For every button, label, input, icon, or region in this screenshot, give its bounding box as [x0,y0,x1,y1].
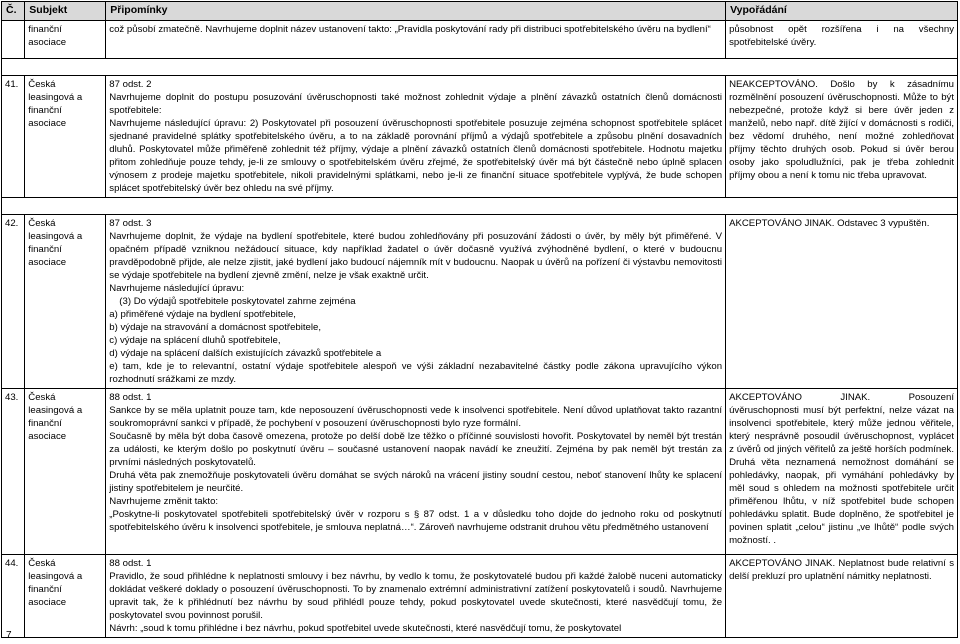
comment-paragraph: Navrhujeme doplnit, že výdaje na bydlení spotřebitele, které budou zohledňovány při posuzování žádosti o úvěr, by měly být přiměřené. V opačném případě vzniknou nežádoucí situace, kdy například žadatel o úvěr dočasně využívá zvýhodněné bydlení, o které v budoucnu pravděpodobně přijde, ale nelze zjistit, jaké bydlení jako budoucí nájemník mít v budoucnu. Naopak u úvěrů na pořízení či výstavbu nemovitosti se výdaje spotřebitele na bydlení zjevně změní, nelze je však exaktně určit. [109,231,723,281]
table-header-row [2,2,958,21]
comment-paragraph: e) tam, kde je to relevantní, ostatní výdaje spotřebitele alespoň ve výši základní nezabavitelné částky podle zákona upravujícího výkon rozhodnutí srážkami ze mzdy. [109,361,723,385]
comment-cell [106,76,726,198]
comment-paragraph: „Poskytne-li poskytovatel spotřebiteli spotřebitelský úvěr v rozporu s § 87 odst. 1 a v důsledku toho dojde do jednoho roku od poskytnutí spotřebitelského úvěru k insolvenci spotřebitele, je smlouva neplatná…“. Zároveň navrhujeme odstranit druhou větu předmětného ustanovení [109,509,723,533]
comment-paragraph: 88 odst. 1 [109,558,152,569]
table-row [2,76,958,198]
table-row [2,215,958,389]
comment-paragraph: Současně by měla být doba časově omezena, protože po delší době lze těžko o příčinné souvislosti hovořit. Poskytovatel by neměl být trestán za události, ke kterým došlo po poskytnutí úvěru – současné ustanovení naopak navádí ke zneužití. Zejména by pak neměl být trestán za prvními následných poskytovatelů. [109,431,723,468]
comment-paragraph: Pravidlo, že soud přihlédne k neplatnosti smlouvy i bez návrhu, by vedlo k tomu, že poskytovatelé budou při každé žalobě nuceni automaticky dokládat veškeré doklady o posouzení úvěruschopnosti. To by znamenalo extrémní administrativní zatížení poskytovatelů i soudů. Navrhujeme upravit tak, že k přihlédnutí bez návrhu by soud přihlédl pouze tehdy, pokud poskytovatel uvede skutečnosti, které nasvědčují tomu, že poskytovatel svou povinnost porušil. [109,571,723,621]
page-number: 7 [6,630,12,641]
comment-paragraph: Návrh: „soud k tomu přihlédne i bez návrhu, pokud spotřebitel uvede skutečnosti, které nasvědčují tomu, že poskytovatel [109,623,622,634]
row-number: 43. [2,389,25,555]
comment-paragraph: Sankce by se měla uplatnit pouze tam, kde neposouzení úvěruschopnosti vede k insolvenci spotřebitele. Není důvod uplatňovat takto razantní soukromoprávní sankci v případě, že pochybení v posouzení úvěruschopnosti bylo ryze formální. [109,405,723,429]
comment-cell [106,555,726,638]
comment-paragraph: Navrhujeme doplnit do postupu posuzování úvěruschopnosti také možnost zohlednit výdaje a plnění závazků ostatních členů domácnosti spotřebitele: [109,92,723,116]
row-number: 41. [2,76,25,198]
comment-paragraph: b) výdaje na stravování a domácnost spotřebitele, [109,322,322,333]
header-comments: Připomínky [106,2,726,21]
row-number: 44. [2,555,25,638]
row-number: 42. [2,215,25,389]
subject-cell: Česká leasingová a finanční asociace [25,76,106,198]
header-resolution: Vypořádání [726,2,958,21]
resolution-cell: AKCEPTOVÁNO JINAK. Posouzení úvěruschopnosti musí být perfektní, nelze vázat na insolvenci spotřebitele, který může jednou věřitele, který nesprávně posoudil úvěruschopnost, vyplácet z úvěrů od jiných věřitelů za ještě horších podmínek. Druhá věta neznamená nemožnost domáhání se pohledávky, naopak, při vymáhání pohledávky by měl soud s ohledem na možnosti spotřebitele určit přiměřenou lhůtu, v níž spotřebitel bude schopen pohledávku splatit. Bude doplněno, že spotřebitel je povinen splatit „celou“ jistinu „ve lhůtě“ podle svých možností. . [726,389,958,555]
comment-paragraph: (3) Do výdajů spotřebitele poskytovatel zahrne zejména [119,296,356,307]
resolution-cell: AKCEPTOVÁNO JINAK. Neplatnost bude relativní s delší prekluzí pro uplatnění námitky neplatnosti. [726,555,958,638]
subject-cell: Česká leasingová a finanční asociace [25,555,106,638]
table-row [2,555,958,638]
comment-paragraph: Druhá věta pak znemožňuje poskytovateli úvěru domáhat se svých nároků na vrácení jistiny soudní cestou, neboť stanovení lhůty ke splacení jistiny spotřebitelem je neurčité. [109,470,723,494]
comment-cell [106,389,726,555]
comment-cell [106,215,726,389]
resolution-cell: NEAKCEPTOVÁNO. Došlo by k zásadnímu rozmělnění posouzení úvěruschopnosti. Může to být nebezpečné, protože když si bere úvěr jeden z manželů, nebo např. dítě žijící v domácnosti s rodiči, bez vědomí druhého, není možné zohledňovat příjmy těchto druhých osob. Pokud si úvěr berou osoby jako spoludlužníci, pak je třeba zohlednit příjmy obou a není k tomu nic třeba upravovat. [726,76,958,198]
comment-paragraph: 87 odst. 2 [109,79,152,90]
subject-cell: Česká leasingová a finanční asociace [25,389,106,555]
comment-paragraph: a) přiměřené výdaje na bydlení spotřebitele, [109,309,296,320]
comments-table [1,1,958,638]
comment-paragraph: Navrhujeme následující úpravu: 2) Poskytovatel při posouzení úvěruschopnosti spotřebitele posuzuje zejména schopnost spotřebitele splácet sjednané pravidelné splátky spotřebitelského úvěru, a to na základě porovnání příjmů a výdajů spotřebitele a způsobu plnění dosavadních dluhů. Poskytovatel může přiměřeně zohlednit též příjmy, výdaje a plnění závazků ostatních členů domácnosti spotřebitele. Hodnotu majetku přitom zohledňuje pouze tehdy, je-li ze smlouvy o spotřebitelském úvěru zřejmé, že spotřebitelský úvěr má být částečně nebo úplně splacen výnosem z prodeje majetku spotřebitele, nikoli pravidelnými splátkami, nebo je-li ze finanční situace spotřebitele vyplývá, že bude schopen splácet spotřebitelský úvěr bez ohledu na své příjmy. [109,118,723,194]
comment-paragraph: Navrhujeme následující úpravu: [109,283,245,294]
comment-paragraph: d) výdaje na splácení dalších existujících závazků spotřebitele a [109,348,382,359]
comment-cell: což působí zmatečně. Navrhujeme doplnit název ustanovení takto: „Pravidla poskytování rady při distribuci spotřebitelského úvěru na bydlení“ [106,21,726,59]
header-number: Č. [2,2,25,21]
comment-paragraph: 88 odst. 1 [109,392,152,403]
subject-cell: finanční asociace [25,21,106,59]
comment-paragraph: 87 odst. 3 [109,218,152,229]
comment-paragraph: c) výdaje na splácení dluhů spotřebitele, [109,335,281,346]
subject-cell: Česká leasingová a finanční asociace [25,215,106,389]
resolution-cell: AKCEPTOVÁNO JINAK. Odstavec 3 vypuštěn. [726,215,958,389]
table-row [2,389,958,555]
header-subject: Subjekt [25,2,106,21]
table-row [2,21,958,59]
resolution-cell: působnost opět rozšířena i na všechny spotřebitelské úvěry. [726,21,958,59]
comment-paragraph: Navrhujeme změnit takto: [109,496,219,507]
